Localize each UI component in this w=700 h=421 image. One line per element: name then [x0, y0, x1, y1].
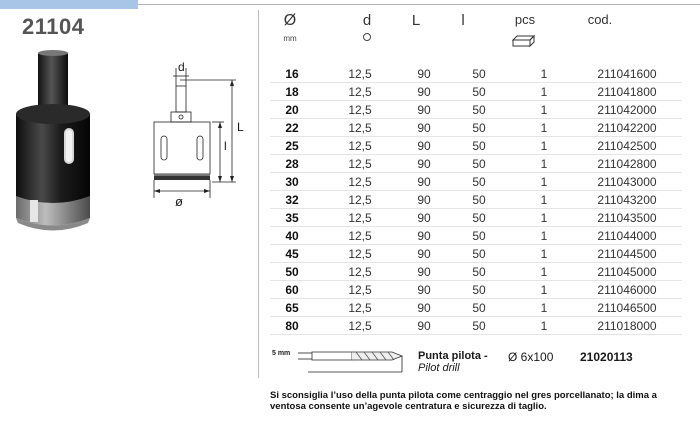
cell-pcs: 1 [516, 317, 572, 335]
header-pcs: pcs [514, 12, 536, 27]
cell-d: 12,5 [314, 65, 406, 83]
cell-l: 50 [442, 299, 516, 317]
header-d: d [362, 12, 372, 29]
cell-L: 90 [406, 227, 442, 245]
cell-diameter: 50 [270, 263, 314, 281]
cell-d: 12,5 [314, 137, 406, 155]
cell-L: 90 [406, 155, 442, 173]
cell-cod: 211046000 [572, 281, 682, 299]
cell-pcs: 1 [516, 191, 572, 209]
cell-L: 90 [406, 65, 442, 83]
cell-pcs: 1 [516, 155, 572, 173]
cell-diameter: 20 [270, 101, 314, 119]
header-diameter-unit: mm [283, 34, 297, 43]
cell-d: 12,5 [314, 119, 406, 137]
cell-L: 90 [406, 317, 442, 335]
cell-pcs: 1 [516, 101, 572, 119]
dim-label-L: L [237, 120, 244, 134]
cell-diameter: 40 [270, 227, 314, 245]
cell-pcs: 1 [516, 245, 572, 263]
pilot-spec: Ø 6x100 [508, 350, 554, 364]
table-row [270, 317, 682, 335]
cell-d: 12,5 [314, 173, 406, 191]
cell-d: 12,5 [314, 317, 406, 335]
cell-L: 90 [406, 299, 442, 317]
cell-pcs: 1 [516, 299, 572, 317]
cell-d: 12,5 [314, 245, 406, 263]
package-icon [510, 34, 536, 48]
cell-l: 50 [442, 101, 516, 119]
header-d-circle-icon [362, 32, 372, 42]
drill-bit-photo [8, 48, 98, 248]
table-row [270, 65, 682, 83]
cell-d: 12,5 [314, 155, 406, 173]
cell-L: 90 [406, 281, 442, 299]
header-diameter: Ø [283, 12, 297, 29]
cell-diameter: 25 [270, 137, 314, 155]
cell-l: 50 [442, 83, 516, 101]
table-row [270, 299, 682, 317]
table-row [270, 227, 682, 245]
cell-cod: 211042200 [572, 119, 682, 137]
cell-d: 12,5 [314, 227, 406, 245]
cell-pcs: 1 [516, 83, 572, 101]
cell-cod: 211043500 [572, 209, 682, 227]
cell-cod: 211042800 [572, 155, 682, 173]
cell-d: 12,5 [314, 263, 406, 281]
cell-diameter: 28 [270, 155, 314, 173]
cell-cod: 211043000 [572, 173, 682, 191]
table-row [270, 263, 682, 281]
cell-d: 12,5 [314, 191, 406, 209]
cell-pcs: 1 [516, 209, 572, 227]
cell-pcs: 1 [516, 281, 572, 299]
table-row [270, 83, 682, 101]
dim-label-d: d [178, 60, 185, 74]
cell-cod: 211045000 [572, 263, 682, 281]
cell-cod: 211044500 [572, 245, 682, 263]
cell-L: 90 [406, 101, 442, 119]
cell-pcs: 1 [516, 227, 572, 245]
cell-L: 90 [406, 245, 442, 263]
cell-L: 90 [406, 209, 442, 227]
cell-d: 12,5 [314, 281, 406, 299]
pilot-subtitle: Pilot drill [418, 362, 460, 374]
table-row [270, 101, 682, 119]
cell-cod: 211044000 [572, 227, 682, 245]
cell-diameter: 16 [270, 65, 314, 83]
table-row [270, 191, 682, 209]
cell-l: 50 [442, 173, 516, 191]
cell-l: 50 [442, 263, 516, 281]
cell-d: 12,5 [314, 299, 406, 317]
cell-l: 50 [442, 281, 516, 299]
cell-cod: 211041600 [572, 65, 682, 83]
cell-L: 90 [406, 191, 442, 209]
cell-pcs: 1 [516, 137, 572, 155]
cell-diameter: 45 [270, 245, 314, 263]
cell-pcs: 1 [516, 119, 572, 137]
pilot-size-label: 5 mm [272, 350, 291, 357]
cell-pcs: 1 [516, 173, 572, 191]
cell-cod: 211018000 [572, 317, 682, 335]
usage-note: Si sconsiglia l’uso della punta pilota come centraggio nel gres porcellanato; la dima a ventosa consente un’agevole centratura e sicurezza di taglio. [270, 390, 657, 412]
cell-diameter: 60 [270, 281, 314, 299]
cell-diameter: 65 [270, 299, 314, 317]
cell-d: 12,5 [314, 83, 406, 101]
table-row [270, 119, 682, 137]
cell-l: 50 [442, 65, 516, 83]
header-accent-bar [0, 0, 138, 9]
cell-cod: 211042000 [572, 101, 682, 119]
pilot-code: 21020113 [580, 350, 633, 364]
cell-cod: 211042500 [572, 137, 682, 155]
cell-d: 12,5 [314, 101, 406, 119]
cell-L: 90 [406, 137, 442, 155]
cell-l: 50 [442, 155, 516, 173]
cell-diameter: 22 [270, 119, 314, 137]
cell-L: 90 [406, 119, 442, 137]
table-row [270, 155, 682, 173]
cell-cod: 211043200 [572, 191, 682, 209]
cell-pcs: 1 [516, 65, 572, 83]
cell-l: 50 [442, 209, 516, 227]
table-row [270, 209, 682, 227]
column-divider [258, 10, 259, 378]
cell-d: 12,5 [314, 209, 406, 227]
cell-diameter: 32 [270, 191, 314, 209]
cell-diameter: 30 [270, 173, 314, 191]
cell-L: 90 [406, 173, 442, 191]
table-row [270, 281, 682, 299]
header-cod: cod. [587, 12, 613, 27]
pilot-drill-icon [298, 348, 410, 374]
cell-diameter: 35 [270, 209, 314, 227]
cell-l: 50 [442, 227, 516, 245]
product-code: 21104 [22, 14, 85, 39]
cell-L: 90 [406, 83, 442, 101]
header-L: L [411, 12, 421, 29]
table-row [270, 173, 682, 191]
cell-l: 50 [442, 191, 516, 209]
cell-L: 90 [406, 263, 442, 281]
table-row [270, 137, 682, 155]
cell-l: 50 [442, 137, 516, 155]
cell-diameter: 80 [270, 317, 314, 335]
cell-l: 50 [442, 119, 516, 137]
dim-label-l: l [224, 139, 227, 153]
product-table [270, 65, 682, 335]
cell-diameter: 18 [270, 83, 314, 101]
cell-cod: 211041800 [572, 83, 682, 101]
technical-drawing [140, 58, 250, 208]
cell-l: 50 [442, 245, 516, 263]
table-row [270, 245, 682, 263]
cell-l: 50 [442, 317, 516, 335]
header-rule [138, 4, 700, 5]
dim-label-diameter: ø [175, 194, 183, 209]
cell-pcs: 1 [516, 263, 572, 281]
pilot-title: Punta pilota - [418, 350, 488, 362]
header-l: l [461, 12, 465, 29]
cell-cod: 211046500 [572, 299, 682, 317]
